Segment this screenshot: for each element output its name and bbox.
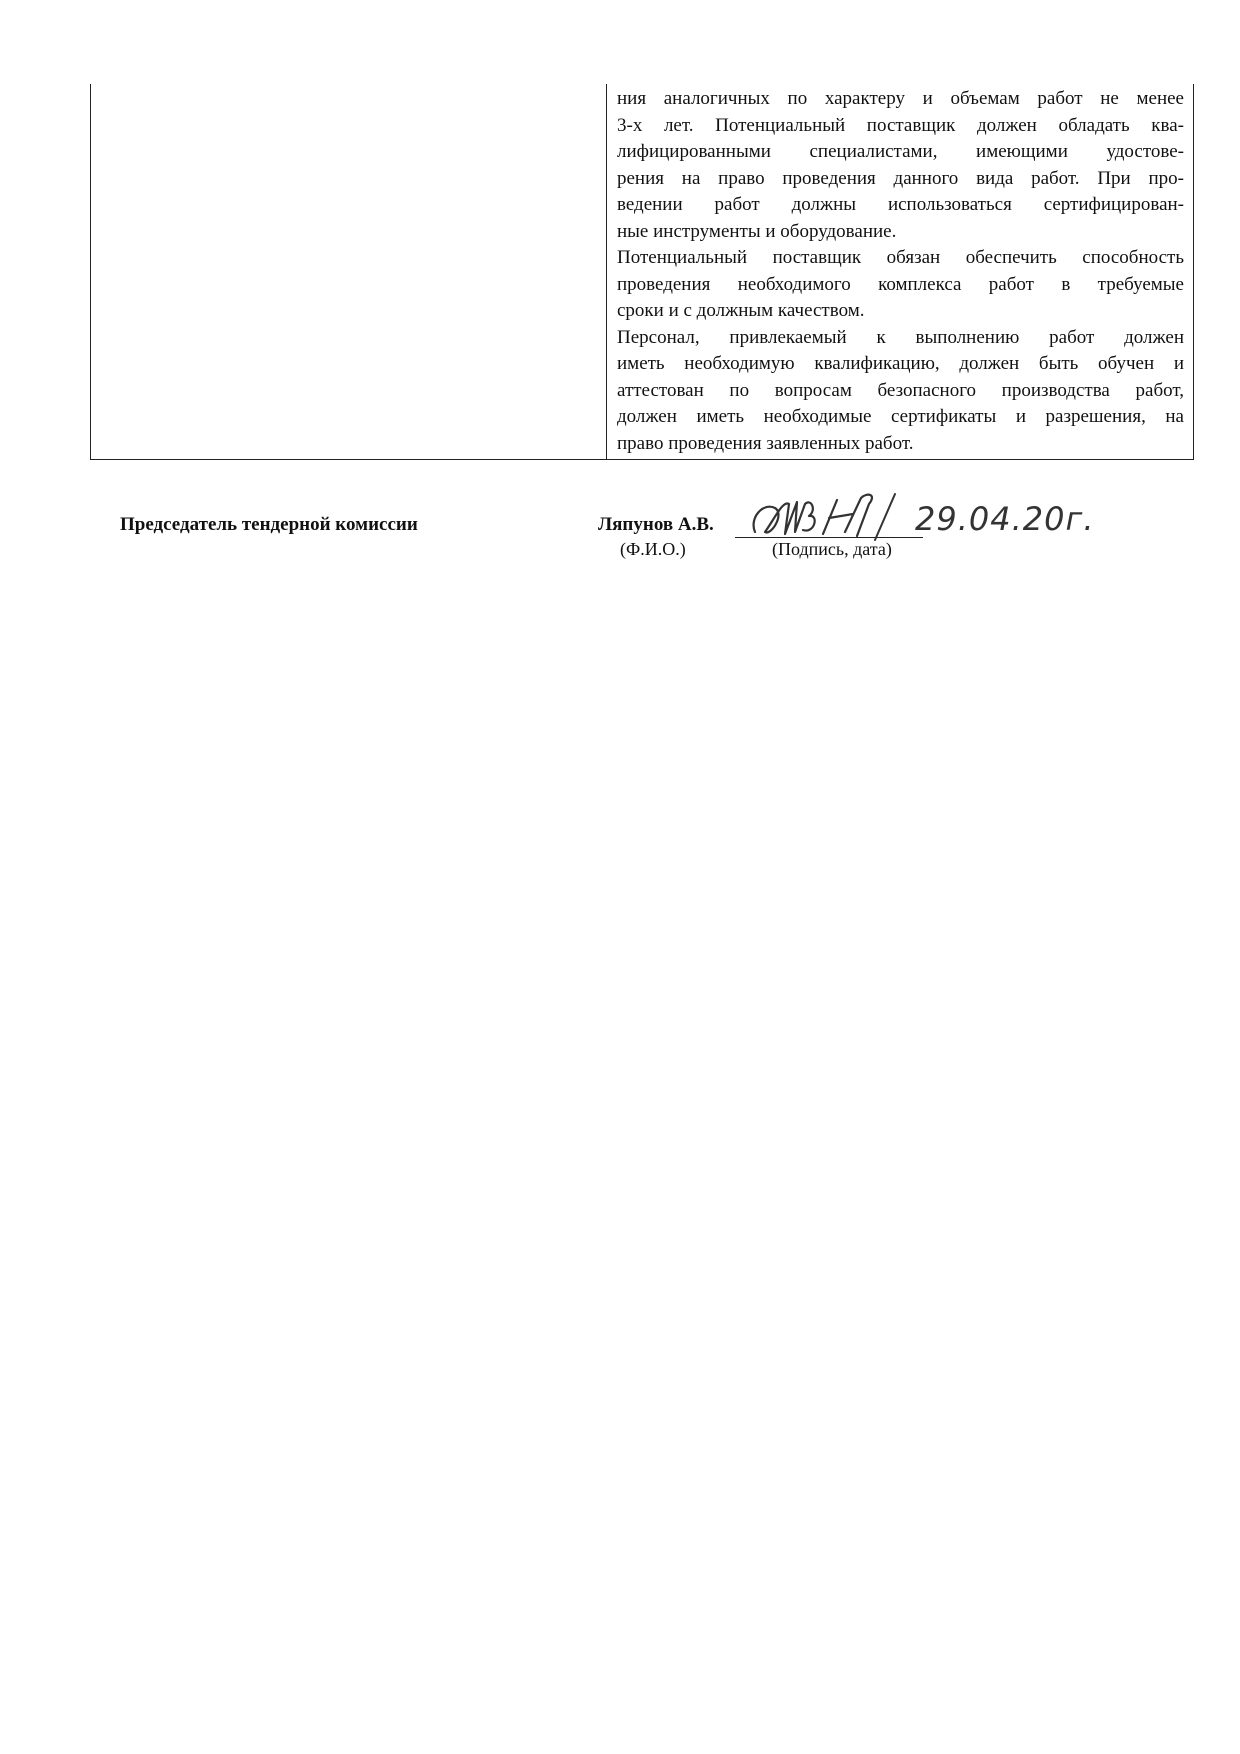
text-line: должен иметь необходимые сертификаты и разрешения, на: [617, 406, 1184, 427]
requirements-paragraph-2: [617, 245, 1184, 325]
signatory-name: Ляпунов А.В.: [598, 514, 714, 535]
text-line: иметь необходимую квалификацию, должен быть обучен и: [617, 353, 1184, 374]
table-column-divider: [606, 84, 607, 459]
text-line: право проведения заявленных работ.: [617, 432, 914, 454]
text-line: лифицированными специалистами, имеющими удостове-: [617, 141, 1184, 162]
text-line: Персонал, привлекаемый к выполнению работ должен: [617, 326, 1184, 348]
text-line: Потенциальный поставщик обязан обеспечить способность: [617, 247, 1184, 268]
requirements-cell: [617, 86, 1184, 457]
requirements-table: [90, 84, 1194, 460]
text-line: сроки и с должным качеством.: [617, 300, 865, 321]
text-line: аттестован по вопросам безопасного производства работ,: [617, 379, 1184, 401]
text-line: ные инструменты и оборудование.: [617, 220, 897, 242]
caption-fio: (Ф.И.О.): [620, 539, 686, 559]
text-line: ведении работ должны использоваться сертифицирован-: [617, 194, 1184, 215]
caption-signature-date: (Подпись, дата): [772, 539, 892, 559]
signatory-role: Председатель тендерной комиссии: [120, 514, 418, 535]
requirements-paragraph-3: [617, 325, 1184, 458]
requirements-paragraph-1: [617, 86, 1184, 245]
text-line: 3-х лет. Потенциальный поставщик должен обладать ква-: [617, 114, 1184, 136]
text-line: рения на право проведения данного вида работ. При про-: [617, 167, 1184, 189]
text-line: проведения необходимого комплекса работ в требуемые: [617, 273, 1184, 295]
handwritten-date: 29.04.20г.: [915, 500, 1095, 538]
text-line: ния аналогичных по характеру и объемам работ не менее: [617, 88, 1184, 109]
